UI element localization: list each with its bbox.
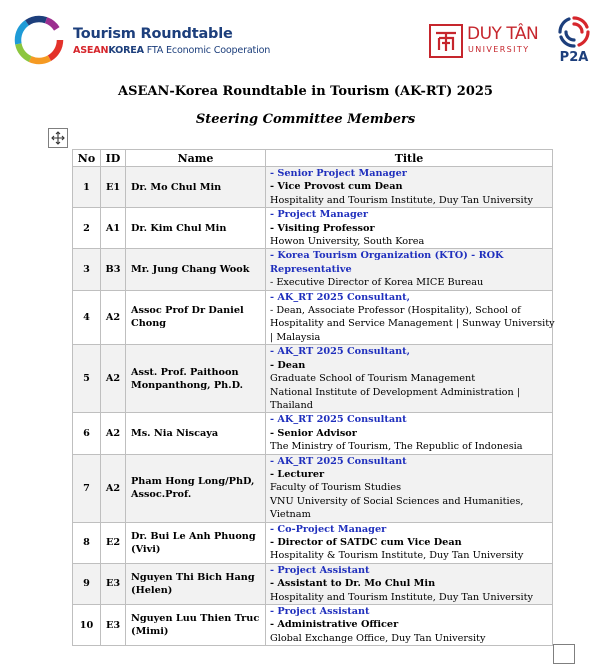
position-title: - Vice Provost cum Dean <box>270 181 403 193</box>
column-header-name: Name <box>126 150 266 167</box>
member-name-line: Assoc Prof Dr Daniel <box>131 305 244 317</box>
project-role: Representative <box>270 263 352 275</box>
p2a-text: P2A <box>559 50 589 65</box>
row-id: E1 <box>101 167 126 208</box>
member-title <box>266 563 553 604</box>
member-name <box>126 208 266 249</box>
p2a-logo <box>552 14 596 70</box>
duy-tan-emblem-icon <box>429 24 463 58</box>
row-number: 7 <box>73 454 101 522</box>
table-row <box>73 605 553 646</box>
member-title <box>266 345 553 413</box>
organization-text: Faculty of Tourism Studies <box>270 482 402 494</box>
organization-text: Hospitality & Tourism Institute, Duy Tan University <box>270 550 524 562</box>
row-id: A2 <box>101 454 126 522</box>
row-id: A2 <box>101 345 126 413</box>
member-name <box>126 167 266 208</box>
project-role: - Korea Tourism Organization (KTO) - ROK <box>270 250 504 262</box>
table-move-handle[interactable] <box>48 128 68 148</box>
row-number: 5 <box>73 345 101 413</box>
project-role: - Project Assistant <box>270 564 370 576</box>
row-id: E3 <box>101 605 126 646</box>
duy-tan-university-label: UNIVERSITY <box>468 45 530 54</box>
member-name-line: Assoc.Prof. <box>131 489 192 501</box>
tourism-logo-korea: KOREA <box>108 45 144 56</box>
table-row <box>73 167 553 208</box>
organization-text: The Ministry of Tourism, The Republic of Indonesia <box>270 441 523 453</box>
row-number: 8 <box>73 522 101 563</box>
member-name-line: Mr. Jung Chang Wook <box>131 264 250 276</box>
position-title: - Director of SATDC cum Vice Dean <box>270 536 462 548</box>
project-role: - AK_RT 2025 Consultant <box>270 414 407 426</box>
organization-text: Howon University, South Korea <box>270 236 425 248</box>
member-name-line: Asst. Prof. Paithoon <box>131 366 239 378</box>
member-name-line: Pham Hong Long/PhD, <box>131 476 255 488</box>
table-row <box>73 249 553 290</box>
member-name <box>126 290 266 345</box>
position-title: - Assistant to Dr. Mo Chul Min <box>270 578 436 590</box>
organization-text: Global Exchange Office, Duy Tan University <box>270 632 486 644</box>
table-row <box>73 454 553 522</box>
organization-text: National Institute of Development Administration | <box>270 386 521 398</box>
member-name-line: Dr. Kim Chul Min <box>131 222 227 234</box>
position-title: - Visiting Professor <box>270 222 375 234</box>
row-number: 6 <box>73 413 101 454</box>
position-title: - Dean <box>270 359 306 371</box>
duy-tan-name: DUY TÂN <box>467 24 539 44</box>
member-title <box>266 454 553 522</box>
steering-committee-table <box>72 149 553 646</box>
position-title: - Senior Advisor <box>270 427 357 439</box>
table-row <box>73 563 553 604</box>
member-name-line: Dr. Bui Le Anh Phuong <box>131 530 256 542</box>
table-row <box>73 522 553 563</box>
tourism-logo-fta: FTA Economic Cooperation <box>146 45 271 56</box>
p2a-swirl-icon <box>556 14 592 50</box>
member-name <box>126 522 266 563</box>
project-role: - Senior Project Manager <box>270 168 407 179</box>
row-number: 10 <box>73 605 101 646</box>
project-role: - AK_RT 2025 Consultant <box>270 455 407 467</box>
member-name-line: Monpanthong, Ph.D. <box>131 379 243 391</box>
move-arrows-icon <box>51 131 65 145</box>
project-role: - AK_RT 2025 Consultant, <box>270 291 411 303</box>
organization-text: - Dean, Associate Professor (Hospitality), School of <box>270 305 521 317</box>
member-name-line: Nguyen Luu Thien Truc <box>131 613 260 625</box>
member-name-line: (Mimi) <box>131 626 169 638</box>
member-name <box>126 249 266 290</box>
row-number: 1 <box>73 167 101 208</box>
column-header-title: Title <box>266 150 553 167</box>
table-row <box>73 208 553 249</box>
project-role: - Project Manager <box>270 209 369 221</box>
row-number: 4 <box>73 290 101 345</box>
member-name <box>126 454 266 522</box>
tourism-logo-asean: ASEAN <box>73 45 109 56</box>
member-name <box>126 563 266 604</box>
row-id: A2 <box>101 413 126 454</box>
document-subtitle: Steering Committee Members <box>195 112 416 127</box>
organization-text: Graduate School of Tourism Management <box>270 373 476 385</box>
tourism-roundtable-ring-icon <box>13 14 65 66</box>
member-name-line: (Vivi) <box>131 543 161 555</box>
position-title: - Administrative Officer <box>270 619 399 631</box>
organization-text: VNU University of Social Sciences and Humanities, <box>270 495 524 507</box>
member-name <box>126 413 266 454</box>
member-title <box>266 605 553 646</box>
table-header-row <box>73 150 553 167</box>
column-header-no: No <box>73 150 101 167</box>
member-name-line: Nguyen Thi Bich Hang <box>131 571 255 583</box>
table-row <box>73 413 553 454</box>
member-title <box>266 167 553 208</box>
row-id: E2 <box>101 522 126 563</box>
tourism-logo-subtitle <box>73 45 270 56</box>
tourism-logo-title: Tourism Roundtable <box>73 26 233 42</box>
member-title <box>266 522 553 563</box>
table-body <box>73 167 553 646</box>
member-name-line: Chong <box>131 318 167 330</box>
row-id: E3 <box>101 563 126 604</box>
organization-text: - Executive Director of Korea MICE Bureau <box>270 277 484 289</box>
duy-tan-university-logo <box>429 24 541 60</box>
organization-text: Vietnam <box>270 509 311 521</box>
member-name-line: Ms. Nia Niscaya <box>131 427 219 439</box>
organization-text: Hospitality and Tourism Institute, Duy Tan University <box>270 591 533 603</box>
row-number: 9 <box>73 563 101 604</box>
project-role: - Project Assistant <box>270 606 370 617</box>
row-id: B3 <box>101 249 126 290</box>
member-title <box>266 249 553 290</box>
member-title <box>266 290 553 345</box>
row-id: A2 <box>101 290 126 345</box>
member-title <box>266 413 553 454</box>
member-name-line: Dr. Mo Chul Min <box>131 181 222 193</box>
row-number: 3 <box>73 249 101 290</box>
project-role: - AK_RT 2025 Consultant, <box>270 346 411 358</box>
table-resize-handle[interactable] <box>553 644 575 664</box>
tourism-roundtable-logo <box>13 14 303 66</box>
organization-text: Hospitality and Service Management | Sunway University <box>270 318 555 330</box>
member-name <box>126 345 266 413</box>
member-name-line: (Helen) <box>131 584 173 596</box>
row-id: A1 <box>101 208 126 249</box>
document-title: ASEAN-Korea Roundtable in Tourism (AK-RT) 2025 <box>118 84 493 99</box>
member-title <box>266 208 553 249</box>
member-name <box>126 605 266 646</box>
column-header-id: ID <box>101 150 126 167</box>
organization-text: Thailand <box>270 399 313 411</box>
organization-text: | Malaysia <box>270 331 321 343</box>
position-title: - Lecturer <box>270 468 325 480</box>
organization-text: Hospitality and Tourism Institute, Duy Tan University <box>270 194 533 206</box>
table-row <box>73 290 553 345</box>
project-role: - Co-Project Manager <box>270 523 387 535</box>
table-row <box>73 345 553 413</box>
row-number: 2 <box>73 208 101 249</box>
